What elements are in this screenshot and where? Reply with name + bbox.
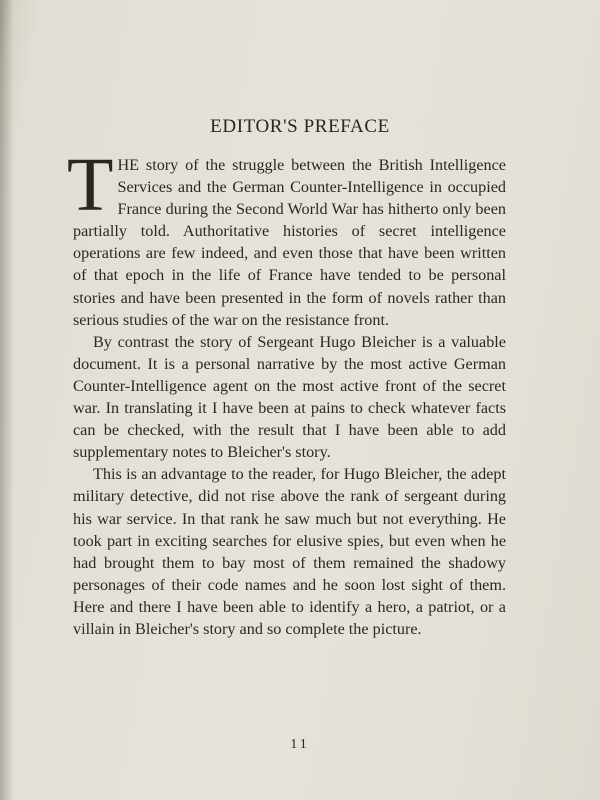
preface-body	[67, 143, 506, 640]
page-number: 11	[290, 737, 310, 752]
chapter-heading: EDITOR'S PREFACE	[210, 116, 390, 137]
paragraph-3: This is an advantage to the reader, for Hugo Bleicher, the adept military detective, did not rise above the rank of sergeant during his war service. In that rank he saw much but not everything. He took part in exciting searches for elusive spies, but even when he had brought them to bay most of them remained the shadowy personages of their code names and he soon lost sight of them. Here and there I have been able to identify a hero, a patriot, or a villain in Bleicher's story and so complete the picture.	[73, 465, 506, 638]
drop-cap: T	[67, 143, 114, 227]
paragraph-1-text: HE story of the struggle between the British Intelligence Services and the German Counter-Intelligence in occupied France during the Second World War has hitherto only been partially told. Authoritative histories of secret intelligence operations are few indeed, and even those that have been written of that epoch in the life of France have tended to be personal stories and have been presented in the form of novels rather than serious studies of the war on the resistance front.	[73, 156, 506, 329]
paragraph-1	[67, 143, 506, 331]
paragraph-2: By contrast the story of Sergeant Hugo Bleicher is a valuable document. It is a personal narrative by the most active German Counter-Intelligence agent on the most active front of the secret war. In translating it I have been at pains to check whatever facts can be checked, with the result that I have been able to add supplementary notes to Bleicher's story.	[73, 332, 506, 462]
